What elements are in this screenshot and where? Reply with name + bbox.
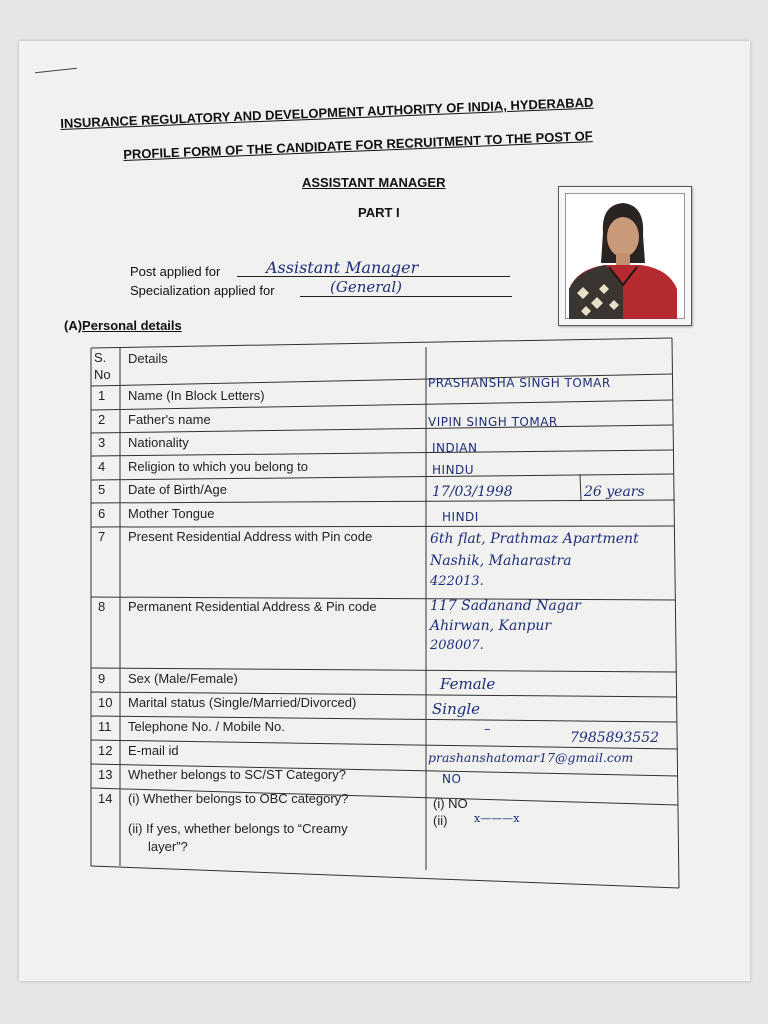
row-8-address-line-2: Ahirwan, Kanpur <box>430 618 552 634</box>
row-14-sublabel-line-1: (ii) If yes, whether belongs to “Creamy <box>128 821 348 836</box>
row-8-address-line-3: 208007. <box>430 638 484 653</box>
row-13-value: NO <box>442 772 462 786</box>
row-8-number: 8 <box>98 599 106 614</box>
row-11-number: 11 <box>98 719 112 734</box>
row-9-value: Female <box>440 675 496 693</box>
row-14-number: 14 <box>98 791 113 806</box>
row-4-value: HINDU <box>432 463 475 477</box>
header-post: ASSISTANT MANAGER <box>302 175 446 190</box>
row-3-value: INDIAN <box>432 441 478 455</box>
specialization-label: Specialization applied for <box>130 283 275 298</box>
row-7-label: Present Residential Address with Pin code <box>128 529 373 544</box>
row-12-label: E-mail id <box>128 743 179 758</box>
row-14-sublabel-line-2: layer”? <box>148 839 188 854</box>
row-14-value-ii: (ii) <box>433 813 448 828</box>
row-11-label: Telephone No. / Mobile No. <box>128 719 285 734</box>
row-9-number: 9 <box>98 671 106 686</box>
header-authority: INSURANCE REGULATORY AND DEVELOPMENT AUTHORITY OF INDIA, HYDERABAD <box>60 94 594 131</box>
row-8-label: Permanent Residential Address & Pin code <box>128 599 377 614</box>
row-10-number: 10 <box>98 695 113 710</box>
row-10-value: Single <box>432 700 481 718</box>
row-11-telephone-value: – <box>484 722 491 737</box>
row-11-mobile-value: 7985893552 <box>570 730 660 746</box>
row-5-number: 5 <box>98 482 106 497</box>
row-14-label: (i) Whether belongs to OBC category? <box>128 791 349 806</box>
row-2-number: 2 <box>98 412 106 427</box>
row-6-label: Mother Tongue <box>128 506 215 521</box>
row-14-value-i: (i) NO <box>433 796 468 811</box>
row-1-number: 1 <box>98 388 106 403</box>
row-7-address-line-1: 6th flat, Prathmaz Apartment <box>430 531 639 547</box>
row-1-value: PRASHANSHA SINGH TOMAR <box>428 376 611 390</box>
row-6-number: 6 <box>98 506 106 521</box>
column-header-details: Details <box>128 351 168 366</box>
row-4-label: Religion to which you belong to <box>128 459 308 474</box>
row-12-number: 12 <box>98 743 113 758</box>
section-title: Personal details <box>82 318 182 333</box>
row-13-number: 13 <box>98 767 113 782</box>
row-2-label: Father's name <box>128 412 211 427</box>
row-7-address-line-2: Nashik, Maharastra <box>430 553 572 569</box>
row-12-value: prashanshatomar17@gmail.com <box>428 750 634 765</box>
section-prefix: (A) <box>64 318 83 333</box>
row-8-address-line-1: 117 Sadanand Nagar <box>430 598 581 614</box>
row-7-number: 7 <box>98 529 106 544</box>
row-5-dob-value: 17/03/1998 <box>432 484 513 500</box>
row-5-label: Date of Birth/Age <box>128 482 227 497</box>
row-3-label: Nationality <box>128 435 189 450</box>
row-2-value: VIPIN SINGH TOMAR <box>428 415 558 429</box>
row-4-number: 4 <box>98 459 106 474</box>
post-applied-value: Assistant Manager <box>266 258 419 277</box>
part-label: PART I <box>358 205 400 220</box>
row-14-value-ii-mark: x———x <box>474 812 520 825</box>
header-form-title: PROFILE FORM OF THE CANDIDATE FOR RECRUITMENT TO THE POST OF <box>123 128 593 162</box>
row-7-address-line-3: 422013. <box>430 574 484 589</box>
row-10-label: Marital status (Single/Married/Divorced) <box>128 695 357 710</box>
row-13-label: Whether belongs to SC/ST Category? <box>128 767 346 782</box>
row-3-number: 3 <box>98 435 106 450</box>
row-5-age-value: 26 years <box>584 484 645 500</box>
post-applied-label: Post applied for <box>130 264 221 279</box>
row-6-value: HINDI <box>442 510 479 524</box>
column-header-sno: S. No <box>94 350 111 382</box>
specialization-value: (General) <box>330 278 403 296</box>
row-1-label: Name (In Block Letters) <box>128 388 265 403</box>
row-9-label: Sex (Male/Female) <box>128 671 238 686</box>
